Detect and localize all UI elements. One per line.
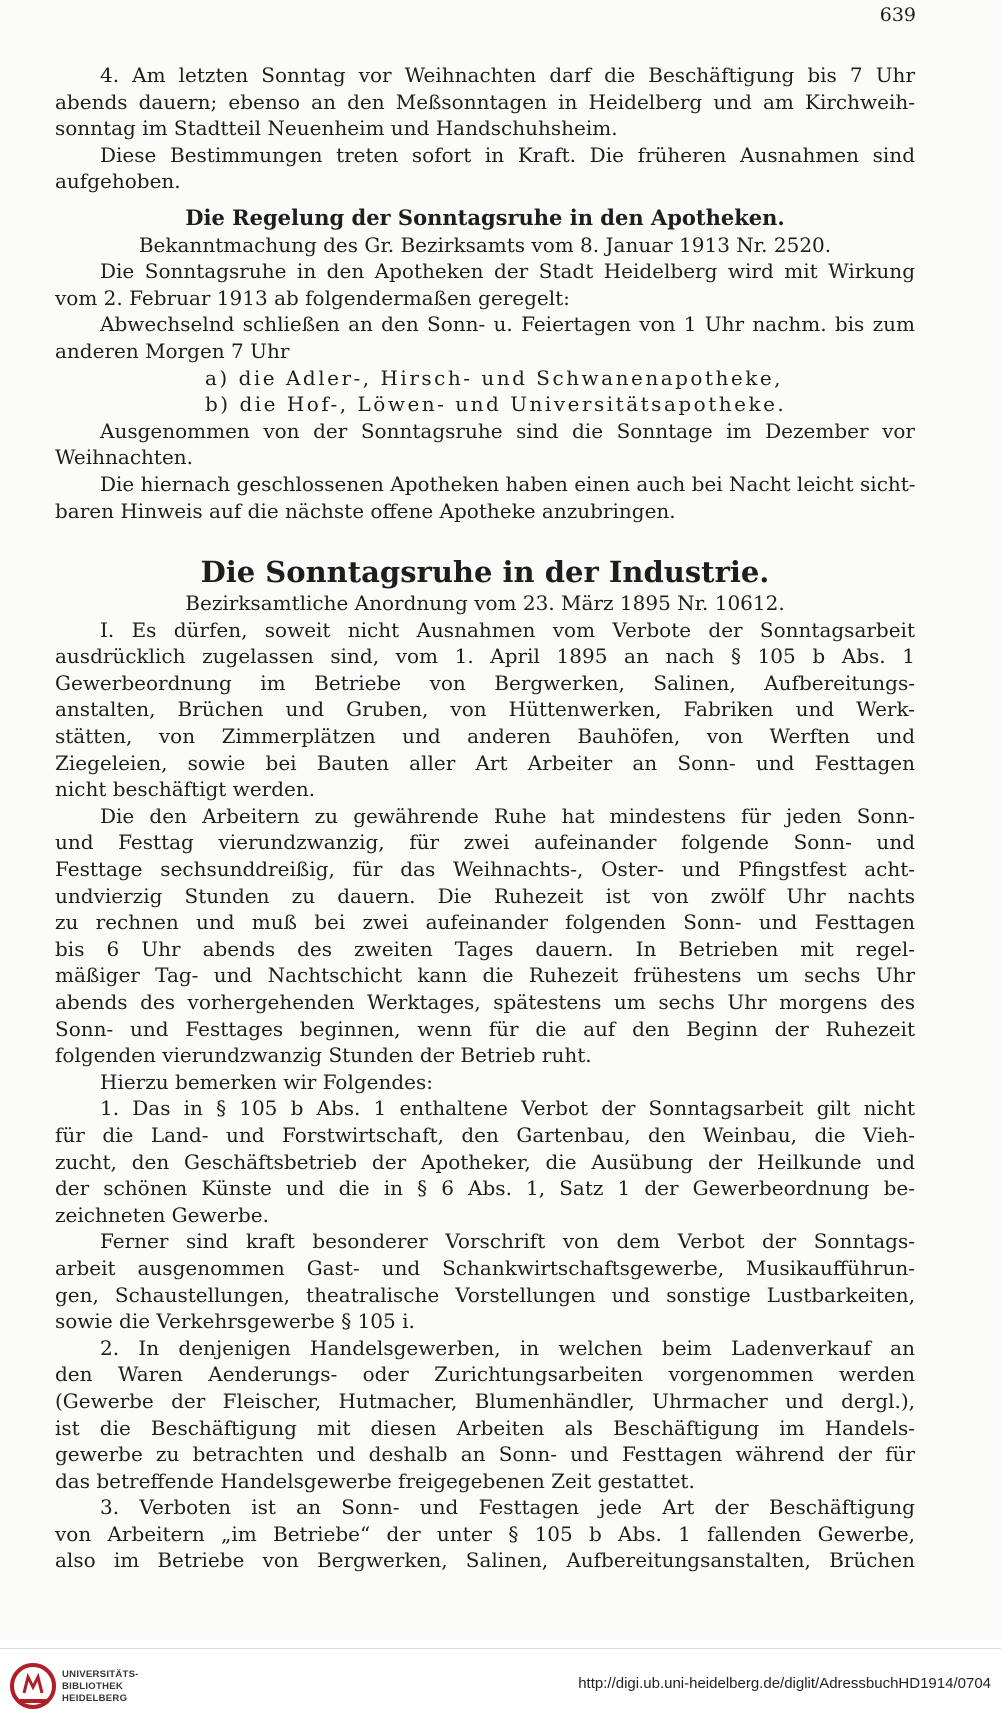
section-heading: Die Sonntagsruhe in der Industrie. [200,555,770,590]
text-line: ist die Beschäftigung mit diesen Arbeiten als Beschäftigung im Handels- [55,1415,915,1440]
text-line: Ausgenommen von der Sonntagsruhe sind die Sonntage im Dezember vor [100,418,915,443]
text-line: ausdrücklich zugelassen sind, vom 1. April 1895 an nach § 105 b Abs. 1 [55,644,915,669]
library-name-line: BIBLIOTHEK [62,1681,124,1692]
text-line: der schönen Künste und die in § 6 Abs. 1, Satz 1 der Gewerbeordnung be- [55,1176,915,1201]
text-line: Ziegeleien, sowie bei Bauten aller Art Arbeiter an Sonn- und Festtagen [55,750,915,775]
text-line: Bezirksamtliche Anordnung vom 23. März 1895 Nr. 10612. [185,591,785,616]
text-line: b) die Hof-, Löwen- und Universitätsapotheke. [205,392,787,417]
library-name-line: HEIDELBERG [62,1693,128,1704]
text-line: den Waren Aenderungs- oder Zurichtungsarbeiten vorgenommen werden [55,1362,915,1387]
text-line: 2. In denjenigen Handelsgewerben, in welchen beim Ladenverkauf an [100,1335,915,1360]
text-line: Diese Bestimmungen treten sofort in Kraft. Die früheren Ausnahmen sind [100,142,915,167]
text-line: abends des vorhergehenden Werktages, spätestens um sechs Uhr morgens des [55,990,915,1014]
text-line: Hierzu bemerken wir Folgendes: [100,1069,434,1094]
text-line: für die Land- und Forstwirtschaft, den Gartenbau, den Weinbau, die Vieh- [55,1122,915,1147]
section-heading: Die Regelung der Sonntagsruhe in den Apotheken. [185,204,785,230]
text-line: Ferner sind kraft besonderer Vorschrift von dem Verbot der Sonntags- [100,1229,915,1254]
text-line: 4. Am letzten Sonntag vor Weihnachten darf die Beschäftigung bis 7 Uhr [100,63,915,87]
body-text [55,62,915,1574]
text-line: Weihnachten. [55,445,194,470]
text-line: Festtage sechsunddreißig, für das Weihnachts-, Oster- und Pfingstfest acht- [55,857,915,882]
text-line: anstalten, Brüchen und Gruben, von Hüttenwerken, Fabriken und Werk- [55,697,915,722]
text-line: sowie die Verkehrsgewerbe § 105 i. [55,1309,415,1334]
text-line: zucht, den Geschäftsbetrieb der Apotheker, die Ausübung der Heilkunde und [55,1149,915,1174]
text-line: gen, Schaustellungen, theatralische Vorstellungen und sonstige Lustbarkeiten, [55,1282,915,1307]
text-line: von Arbeitern „im Betriebe“ der unter § 105 b Abs. 1 fallenden Gewerbe, [55,1521,915,1546]
text-line: 1. Das in § 105 b Abs. 1 enthaltene Verbot der Sonntagsarbeit gilt nicht [100,1096,915,1121]
text-line: bis 6 Uhr abends des zweiten Tages dauern. In Betrieben mit regel- [55,936,915,961]
text-line: folgenden vierundzwanzig Stunden der Betrieb ruht. [55,1043,592,1068]
text-line: nicht beschäftigt werden. [55,777,316,802]
text-line: baren Hinweis auf die nächste offene Apotheke anzubringen. [55,498,676,523]
text-line: Gewerbeordnung im Betriebe von Bergwerken, Salinen, Aufbereitungs- [55,670,915,695]
library-name [62,1669,139,1705]
library-name-line: UNIVERSITÄTS- [62,1669,139,1680]
text-line: mäßiger Tag- und Nachtschicht kann die Ruhezeit frühestens um sechs Uhr [55,963,915,988]
text-line: gewerbe zu betrachten und deshalb an Sonn- und Festtagen während der für [55,1442,915,1467]
text-line: aufgehoben. [55,169,181,194]
text-line: I. Es dürfen, soweit nicht Ausnahmen vom Verbote der Sonntagsarbeit [100,617,915,642]
text-line: abends dauern; ebenso an den Meßsonntagen in Heidelberg und am Kirchweih- [55,89,915,114]
source-url-link[interactable]: http://digi.ub.uni-heidelberg.de/diglit/AdressbuchHD1914/0704 [578,1675,991,1692]
text-line: Sonn- und Festtages beginnen, wenn für die auf den Beginn der Ruhezeit [55,1016,915,1041]
text-line: undvierzig Stunden zu dauern. Die Ruhezeit ist von zwölf Uhr nachts [55,883,915,908]
text-line: Die den Arbeitern zu gewährende Ruhe hat mindestens für jeden Sonn- [100,803,915,828]
text-line: arbeit ausgenommen Gast- und Schankwirtschaftsgewerbe, Musikaufführun- [55,1255,915,1280]
text-line: also im Betriebe von Bergwerken, Salinen, Aufbereitungsanstalten, Brüchen [55,1548,915,1573]
university-seal-icon [10,1661,56,1711]
text-line: stätten, von Zimmerplätzen und anderen Bauhöfen, von Werften und [55,724,915,749]
text-line: Bekanntmachung des Gr. Bezirksamts vom 8. Januar 1913 Nr. 2520. [138,232,832,257]
text-line: a) die Adler-, Hirsch- und Schwanenapotheke, [205,365,784,390]
text-line: (Gewerbe der Fleischer, Hutmacher, Blumenhändler, Uhrmacher und dergl.), [55,1388,915,1413]
text-line: zeichneten Gewerbe. [55,1202,270,1227]
footer [0,1648,1001,1722]
text-line: Die Sonntagsruhe in den Apotheken der Stadt Heidelberg wird mit Wirkung [100,259,915,284]
text-line: Die hiernach geschlossenen Apotheken haben einen auch bei Nacht leicht sicht- [100,471,916,496]
text-line: sonntag im Stadtteil Neuenheim und Handschuhsheim. [55,116,618,141]
text-line: Abwechselnd schließen an den Sonn- u. Feiertagen von 1 Uhr nachm. bis zum [100,312,915,337]
text-line: 3. Verboten ist an Sonn- und Festtagen jede Art der Beschäftigung [100,1495,915,1520]
text-line: und Festtag vierundzwanzig, für zwei aufeinander folgende Sonn- und [55,830,915,855]
text-line: vom 2. Februar 1913 ab folgendermaßen geregelt: [55,285,570,310]
page-number: 639 [879,4,916,26]
text-line: zu rechnen und muß bei zwei aufeinander folgenden Sonn- und Festtagen [55,910,915,935]
text-line: das betreffende Handelsgewerbe freigegebenen Zeit gestattet. [55,1468,695,1493]
text-line: anderen Morgen 7 Uhr [55,338,290,363]
